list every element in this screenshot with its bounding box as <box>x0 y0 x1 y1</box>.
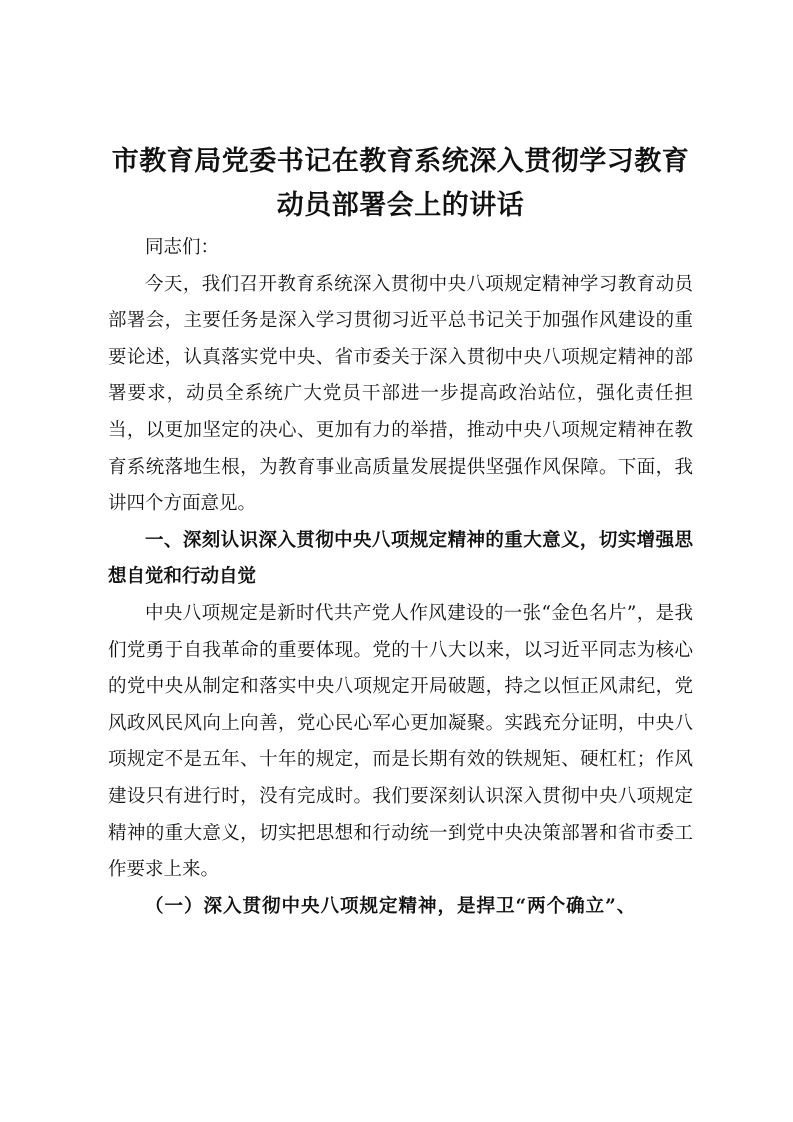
intro-paragraph: 今天，我们召开教育系统深入贯彻中央八项规定精神学习教育动员部署会，主要任务是深入学习贯彻习近平总书记关于加强作风建设的重要论述，认真落实党中央、省市委关于深入贯彻中央八项规定精神的部署要求，动员全系统广大党员干部进一步提高政治站位，强化责任担当，以更加坚定的决心、更加有力的举措，推动中央八项规定精神在教育系统落地生根，为教育事业高质量发展提供坚强作风保障。下面，我讲四个方面意见。 <box>108 273 693 515</box>
document-title: 市教育局党委书记在教育系统深入贯彻学习教育动员部署会上的讲话 <box>111 146 690 221</box>
document-page <box>108 140 693 925</box>
section-heading-1: 一、深刻认识深入贯彻中央八项规定精神的重大意义，切实增强思想自觉和行动自觉 <box>108 529 693 588</box>
section-1-paragraph: 中央八项规定是新时代共产党人作风建设的一张“金色名片”，是我们党勇于自我革命的重要体现。党的十八大以来，以习近平同志为核心的党中央从制定和落实中央八项规定开局破题，持之以恒正风肃纪，党风政风民风向上向善，党心民心军心更加凝聚。实践充分证明，中央八项规定不是五年、十年的规定，而是长期有效的铁规矩、硬杠杠；作风建设只有进行时，没有完成时。我们要深刻认识深入贯彻中央八项规定精神的重大意义，切实把思想和行动统一到党中央决策部署和省市委工作要求上来。 <box>108 602 693 881</box>
salutation: 同志们： <box>145 237 220 258</box>
subsection-heading-1: （一）深入贯彻中央八项规定精神，是捍卫“两个确立”、 <box>145 895 637 917</box>
